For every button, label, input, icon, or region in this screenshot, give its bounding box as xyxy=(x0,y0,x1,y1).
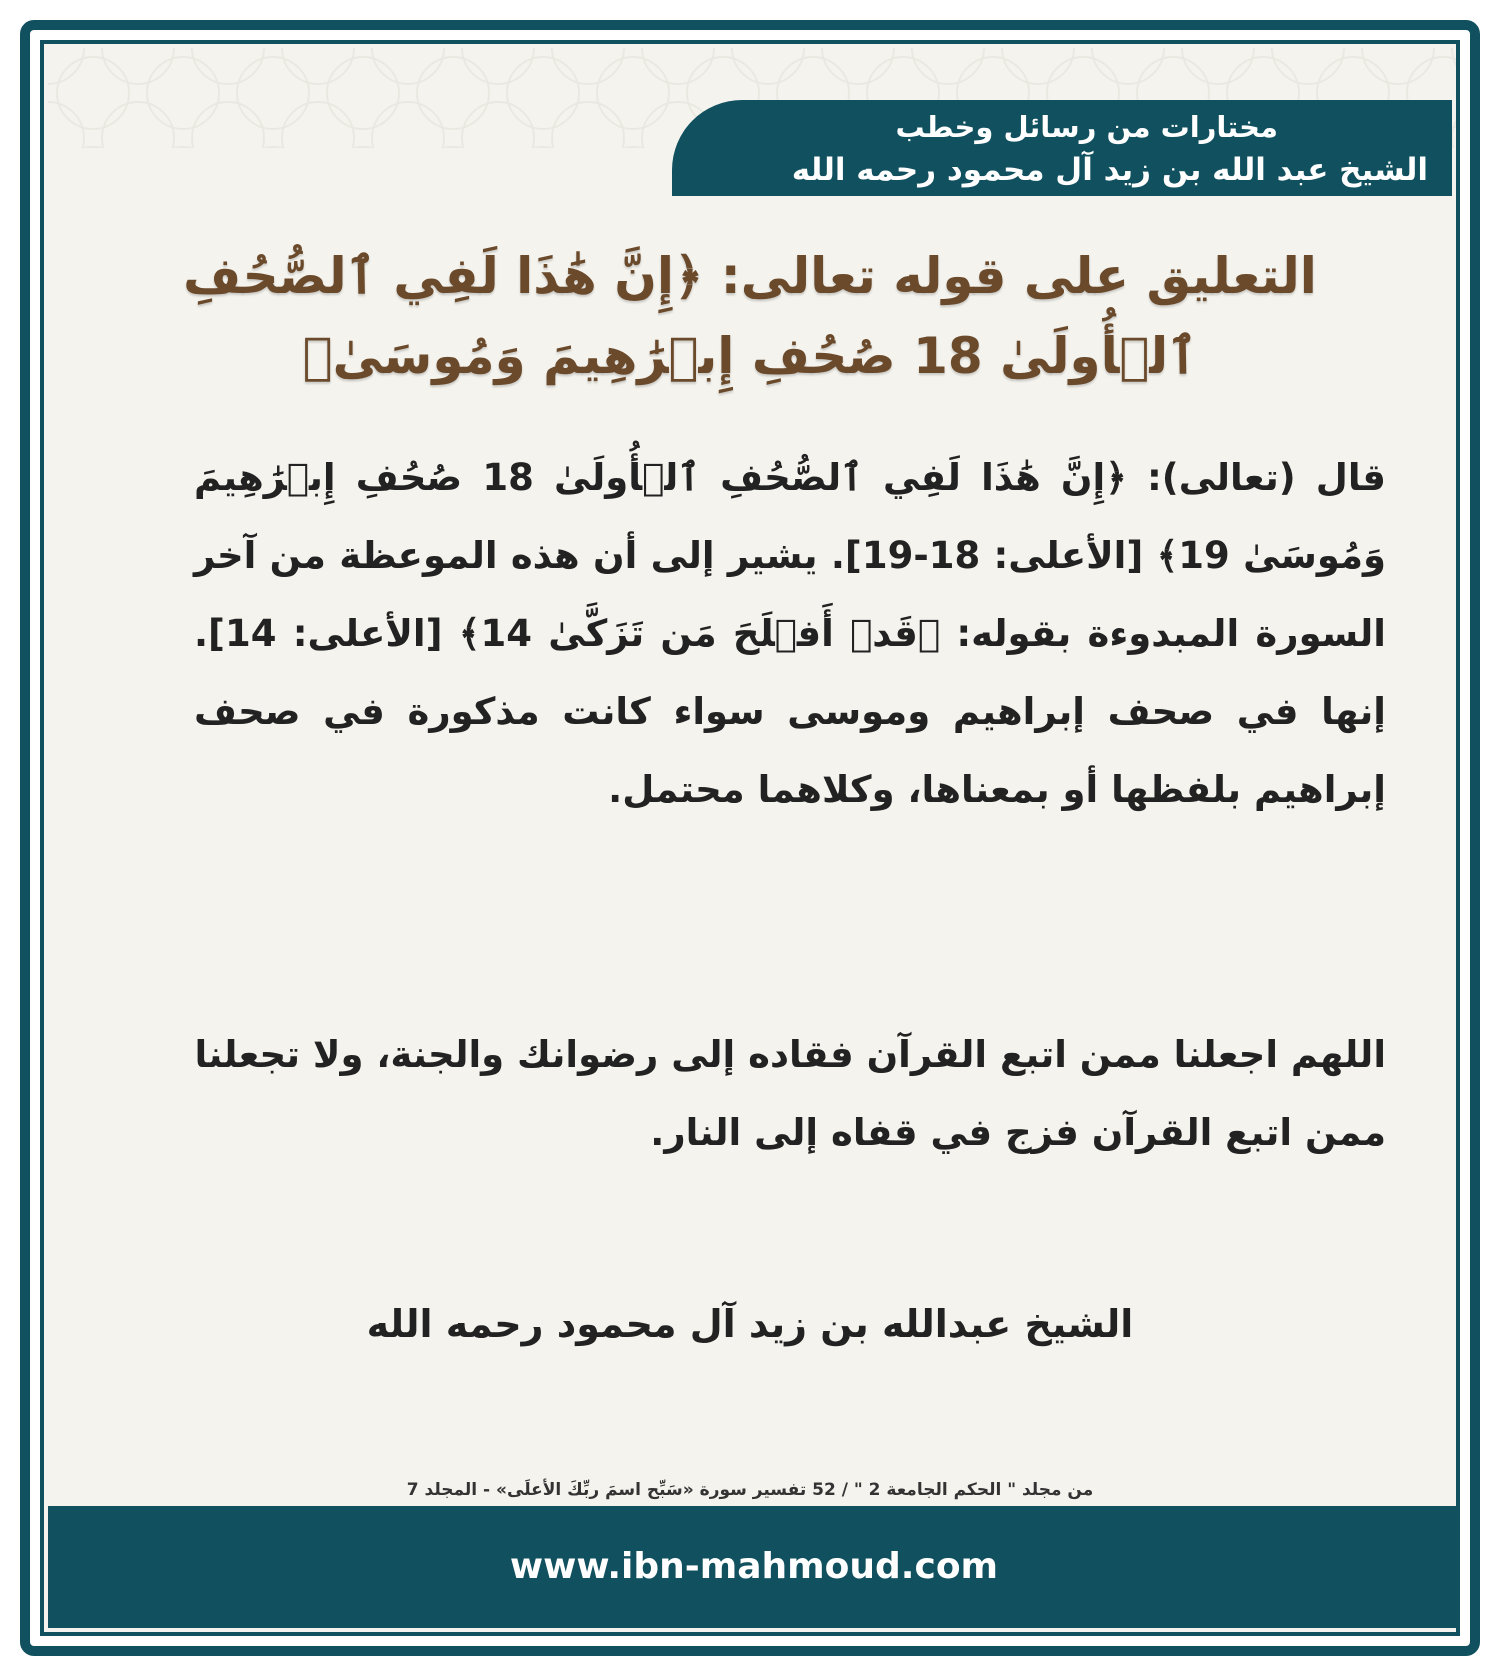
author-name: الشيخ عبد الله بن زيد آل محمود رحمه الله xyxy=(791,152,1428,188)
footer-bar xyxy=(48,1506,1460,1628)
inner-panel xyxy=(40,40,1460,1636)
page-title: التعليق على قوله تعالى: ﴿إِنَّ هَٰذَا لَفِي ٱلصُّحُفِ ٱلۡأُولَىٰ 18 صُحُفِ إِبۡرَٰهِيمَ وَمُوسَىٰ﴾ xyxy=(183,247,1317,385)
commentary-text: قال (تعالى): ﴿إِنَّ هَٰذَا لَفِي ٱلصُّحُفِ ٱلۡأُولَىٰ 18 صُحُفِ إِبۡرَٰهِيمَ وَمُوسَىٰ 19﴾ [الأعلى: 18-19]. يشير إلى أن هذه الموعظة من آخر السورة المبدوءة بقوله: ﴿قَدۡ أَفۡلَحَ مَن تَزَكَّىٰ 14﴾ [الأعلى: 14]. إنها في صحف إبراهيم وموسى سواء كانت مذكورة في صحف إبراهيم بلفظها أو بمعناها، وكلاهما محتمل. xyxy=(194,456,1386,811)
header-banner xyxy=(672,100,1452,196)
prayer-text: اللهم اجعلنا ممن اتبع القرآن فقاده إلى رضوانك والجنة، ولا تجعلنا ممن اتبع القرآن فزج في قفاه إلى النار. xyxy=(194,1033,1386,1154)
website-link[interactable]: www.ibn-mahmoud.com xyxy=(509,1546,999,1587)
signature: الشيخ عبدالله بن زيد آل محمود رحمه الله xyxy=(366,1302,1134,1346)
series-title: مختارات من رسائل وخطب xyxy=(895,110,1278,144)
source-citation: من مجلد " الحكم الجامعة 2 " / 52 تفسير سورة «سَبِّح اسمَ ربِّكَ الأعلَى» - المجلد 7 xyxy=(406,1480,1094,1500)
